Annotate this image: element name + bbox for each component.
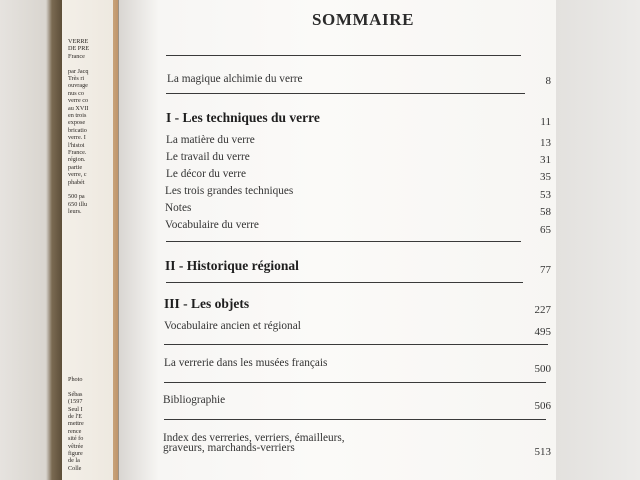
toc-entry-page: 53: [540, 189, 551, 201]
rule: [166, 55, 521, 56]
toc-section-label: III - Les objets: [164, 296, 250, 311]
toc-entry-page: 513: [534, 446, 551, 458]
flap-line: mettre: [68, 420, 84, 428]
flap-line: région.: [68, 156, 86, 164]
flap-line: de l'E: [68, 413, 83, 420]
rule: [164, 344, 548, 345]
flap-line: de la: [68, 457, 80, 465]
flap-line: France.: [68, 149, 87, 156]
toc-entry-label: Les trois grandes techniques: [165, 185, 294, 197]
flap-line: 650 illu: [68, 200, 88, 208]
rule: [166, 93, 525, 94]
toc-entry-page: 58: [540, 206, 551, 218]
flap-line: ouvrage: [68, 82, 88, 90]
toc-entry-page: 11: [540, 116, 551, 128]
toc-entry-page: 13: [540, 137, 551, 149]
flap-line: VERRE: [68, 38, 89, 45]
toc-entry-label-line2: graveurs, marchands-verriers: [163, 441, 295, 454]
rule: [166, 282, 523, 283]
toc-entry-page: 506: [534, 400, 551, 412]
toc-entry-label: Notes: [165, 202, 192, 214]
flap-line: 500 pa: [68, 193, 85, 201]
flap-line: nus co: [68, 89, 84, 97]
flap-line: (1597: [68, 398, 83, 406]
toc-entry-page: 8: [545, 75, 551, 87]
flap-line: par Jacq: [68, 67, 89, 75]
toc-entry-page: 495: [534, 326, 551, 338]
toc-entry-page: 35: [540, 171, 551, 183]
flap-line: figure: [68, 450, 83, 457]
toc-entry-label: Bibliographie: [163, 394, 226, 406]
flap-line: sité fo: [68, 435, 84, 443]
flap-line: rence: [68, 427, 82, 435]
toc-entry-label: La magique alchimie du verre: [167, 73, 303, 85]
toc-entry-page: 65: [540, 224, 551, 236]
toc-entry-page: 77: [540, 264, 551, 276]
flap-line: l'histoi: [68, 141, 85, 149]
toc-entry-label-line1: Index des verreries, verriers, émailleurs,: [163, 432, 345, 444]
flap-line: phabét: [68, 178, 85, 186]
flap-line: Sébas: [68, 390, 83, 398]
rule: [166, 241, 521, 242]
toc-entry-label: Vocabulaire ancien et régional: [164, 320, 301, 332]
flap-line: DE PRE: [68, 45, 90, 53]
toc-section-label: I - Les techniques du verre: [166, 110, 320, 125]
flap-line: Photo: [68, 376, 83, 383]
toc-section-label: II - Historique régional: [165, 258, 299, 273]
toc-entry-page: 31: [540, 154, 551, 166]
flap-line: verre. I: [68, 134, 86, 142]
toc-entry-label: La matière du verre: [166, 134, 255, 146]
flap-line: Colle: [68, 464, 82, 472]
toc-entry-label: Le décor du verre: [166, 168, 246, 180]
flap-line: France: [68, 52, 85, 60]
flap-line: expose: [68, 119, 86, 127]
toc-entry-label: La verrerie dans les musées français: [164, 357, 328, 369]
toc-entry-page: 227: [534, 304, 551, 316]
flap-line: verre co: [68, 97, 89, 105]
toc-entry-label: Vocabulaire du verre: [165, 219, 259, 231]
contents-page: [118, 0, 559, 480]
rule: [164, 419, 546, 420]
flap-line: bricatio: [68, 126, 87, 134]
flap-line: Seul I: [68, 405, 83, 413]
flap-line: verre, c: [68, 171, 87, 179]
rule: [164, 382, 546, 383]
flap-line: au XVII: [68, 104, 89, 112]
book-left-edge: [0, 0, 64, 480]
flap-line: vêtrée: [68, 442, 84, 450]
flap-line: leurs.: [68, 208, 82, 216]
toc-entry-page: 500: [534, 363, 551, 375]
page-title: SOMMAIRE: [312, 10, 415, 29]
flap-line: partie: [68, 163, 83, 171]
page-margin-right: [556, 0, 640, 480]
flap-line: Très ri: [68, 75, 85, 82]
toc-entry-label: [163, 434, 345, 453]
toc-entry-label: Le travail du verre: [166, 151, 250, 163]
flap-line: en trois: [68, 112, 87, 119]
